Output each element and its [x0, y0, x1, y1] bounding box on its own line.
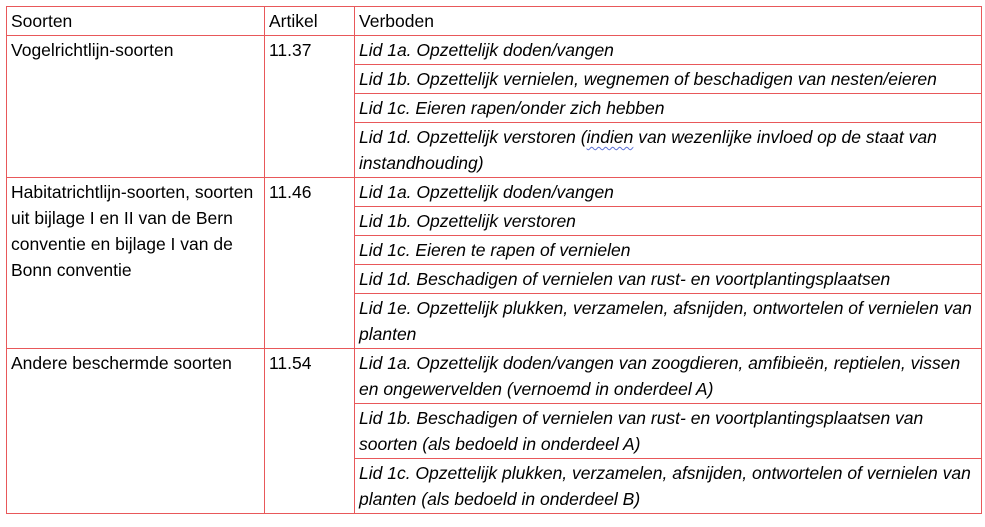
soorten-table — [6, 6, 982, 514]
header-verboden: Verboden — [355, 7, 982, 36]
verbod-cell: Lid 1c. Opzettelijk plukken, verzamelen, afsnijden, ontwortelen of vernielen van planten (als bedoeld in onderdeel B) — [355, 459, 982, 514]
header-artikel: Artikel — [265, 7, 355, 36]
table-row — [7, 36, 982, 65]
artikel-cell: 11.37 — [265, 36, 355, 178]
verbod-text-post: van wezenlijke invloed op de staat van instandhouding) — [359, 127, 937, 173]
verbod-cell: Lid 1c. Eieren te rapen of vernielen — [355, 236, 982, 265]
spellcheck-marked-word[interactable]: indien — [586, 127, 634, 147]
verbod-cell — [355, 123, 982, 178]
verbod-cell: Lid 1c. Eieren rapen/onder zich hebben — [355, 94, 982, 123]
soorten-cell: Andere beschermde soorten — [7, 349, 265, 514]
verbod-cell: Lid 1a. Opzettelijk doden/vangen van zoogdieren, amfibieën, reptielen, vissen en ongewervelden (vernoemd in onderdeel A) — [355, 349, 982, 404]
header-soorten: Soorten — [7, 7, 265, 36]
verbod-text-pre: Lid 1d. Opzettelijk verstoren ( — [359, 127, 587, 147]
artikel-cell: 11.46 — [265, 178, 355, 349]
artikel-cell: 11.54 — [265, 349, 355, 514]
verbod-cell: Lid 1b. Opzettelijk verstoren — [355, 207, 982, 236]
soorten-cell: Vogelrichtlijn-soorten — [7, 36, 265, 178]
verbod-cell: Lid 1b. Opzettelijk vernielen, wegnemen of beschadigen van nesten/eieren — [355, 65, 982, 94]
verbod-cell: Lid 1b. Beschadigen of vernielen van rust- en voortplantingsplaatsen van soorten (als bedoeld in onderdeel A) — [355, 404, 982, 459]
table-row — [7, 349, 982, 404]
verbod-cell: Lid 1e. Opzettelijk plukken, verzamelen, afsnijden, ontwortelen of vernielen van planten — [355, 294, 982, 349]
verbod-cell: Lid 1d. Beschadigen of vernielen van rust- en voortplantingsplaatsen — [355, 265, 982, 294]
verbod-cell: Lid 1a. Opzettelijk doden/vangen — [355, 36, 982, 65]
header-row — [7, 7, 982, 36]
table-row — [7, 178, 982, 207]
verbod-cell: Lid 1a. Opzettelijk doden/vangen — [355, 178, 982, 207]
soorten-cell: Habitatrichtlijn-soorten, soorten uit bijlage I en II van de Bern conventie en bijlage I van de Bonn conventie — [7, 178, 265, 349]
